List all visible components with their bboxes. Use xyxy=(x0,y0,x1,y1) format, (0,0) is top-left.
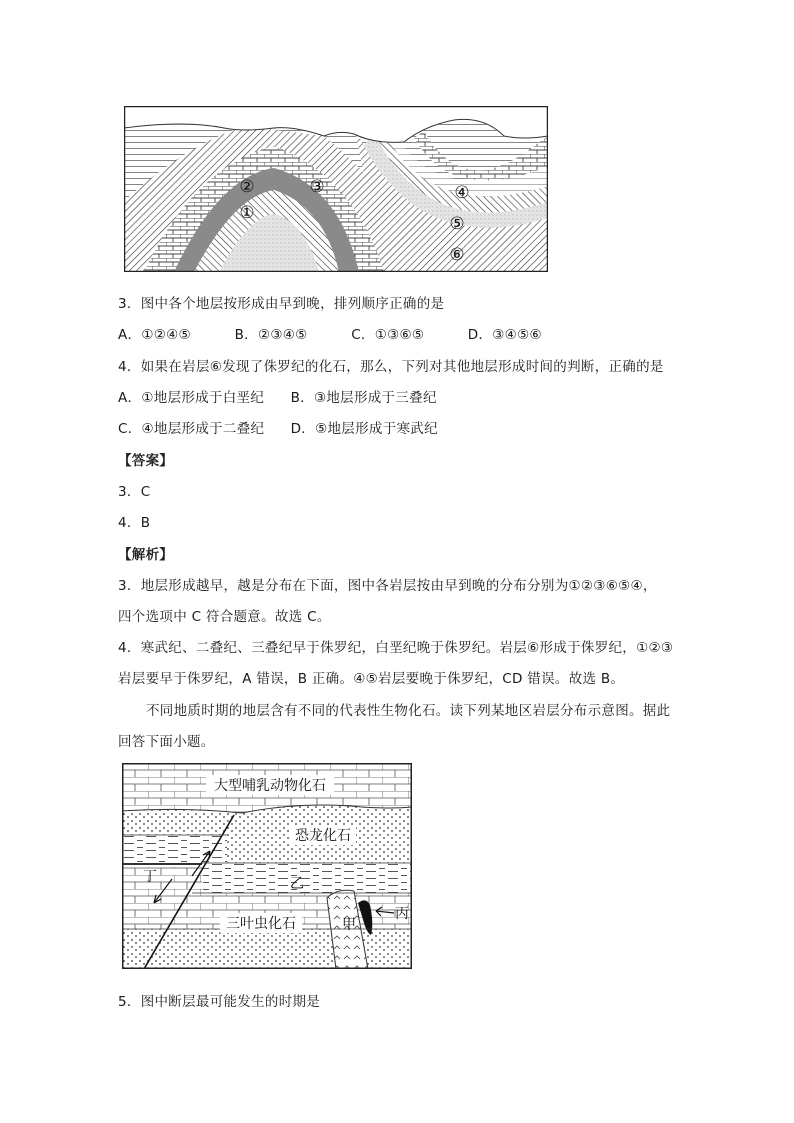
q4-option-d: D．⑤地层形成于寒武纪 xyxy=(290,421,438,437)
q3-option-b: B．②③④⑤ xyxy=(234,327,308,343)
analysis-line-3: 4．寒武纪、二叠纪、三叠纪早于侏罗纪，白垩纪晚于侏罗纪。岩层⑥形成于侏罗纪，①②③ xyxy=(118,640,674,656)
answer-3: 3．C xyxy=(118,484,151,500)
analysis-line-4: 岩层要早于侏罗纪，A 错误，B 正确。④⑤岩层要晚于侏罗纪，CD 错误。故选 B。 xyxy=(118,671,625,687)
q3-option-d: D．③④⑤⑥ xyxy=(467,327,542,343)
label-dinosaur-fossil: 恐龙化石 xyxy=(295,828,351,844)
strata-fossil-diagram xyxy=(122,763,412,969)
label-jia: 甲 xyxy=(342,917,356,933)
label-3: ③ xyxy=(309,177,325,197)
q5-stem: 5．图中断层最可能发生的时期是 xyxy=(118,994,321,1010)
label-1: ① xyxy=(239,203,255,223)
label-mammal-fossil: 大型哺乳动物化石 xyxy=(214,778,326,794)
q4-option-a: A．①地层形成于白垩纪 xyxy=(118,390,265,406)
q4-options-row2 xyxy=(118,417,438,437)
analysis-line-1: 3．地层形成越早，越是分布在下面，图中各岩层按由早到晚的分布分别为①②③⑥⑤④， xyxy=(118,578,657,594)
label-4: ④ xyxy=(454,183,470,203)
analysis-line-2: 四个选项中 C 符合题意。故选 C。 xyxy=(118,609,331,625)
q3-option-c: C．①③⑥⑤ xyxy=(351,327,425,343)
label-bing: 丙 xyxy=(395,906,409,922)
label-5: ⑤ xyxy=(449,214,465,234)
label-6: ⑥ xyxy=(449,245,465,265)
analysis-heading: 【解析】 xyxy=(118,547,174,563)
intro-line-2: 回答下面小题。 xyxy=(118,734,215,750)
answer-heading: 【答案】 xyxy=(118,453,174,469)
answer-4: 4．B xyxy=(118,515,151,531)
q3-option-a: A．①②④⑤ xyxy=(118,327,191,343)
strata-fold-diagram xyxy=(124,106,548,272)
label-ding: 丁 xyxy=(143,869,157,885)
q4-option-c: C．④地层形成于二叠纪 xyxy=(118,421,265,437)
intro-line-1: 不同地质时期的地层含有不同的代表性生物化石。读下列某地区岩层分布示意图。据此 xyxy=(146,703,671,719)
q4-stem: 4．如果在岩层⑥发现了侏罗纪的化石，那么，下列对其他地层形成时间的判断，正确的是 xyxy=(118,359,664,375)
label-2: ② xyxy=(239,177,255,197)
q3-stem: 3．图中各个地层按形成由早到晚，排列顺序正确的是 xyxy=(118,296,445,312)
q4-option-b: B．③地层形成于三叠纪 xyxy=(290,390,437,406)
q4-options-row1 xyxy=(118,386,437,406)
label-trilobite-fossil: 三叶虫化石 xyxy=(226,916,296,932)
label-yi: 乙 xyxy=(290,876,304,892)
q3-options xyxy=(118,323,542,343)
